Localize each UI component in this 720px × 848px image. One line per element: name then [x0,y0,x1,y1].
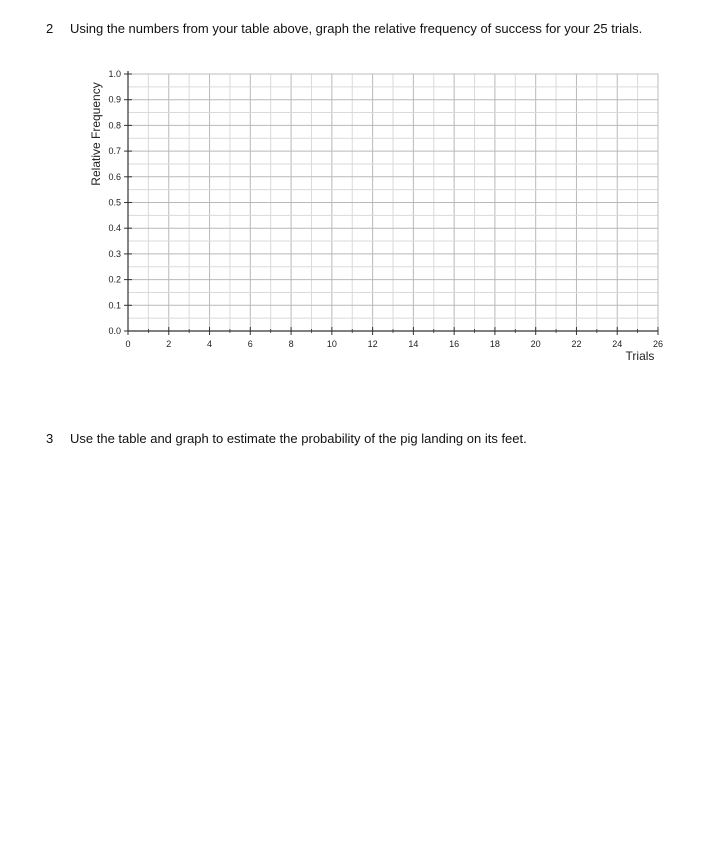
y-axis-title: Relative Frequency [89,82,103,186]
y-tick-label: 0.6 [108,171,121,182]
question-2-text: Using the numbers from your table above, graph the relative frequency of success for your 25 trials. [70,21,643,36]
y-tick-label: 0.7 [108,146,121,157]
question-2-number: 2 [46,21,54,36]
x-tick-label: 18 [489,339,500,349]
x-tick-label: 10 [326,339,337,349]
x-tick-labels [125,339,663,349]
x-tick-label: 24 [612,339,623,349]
question-3-text: Use the table and graph to estimate the probability of the pig landing on its feet. [70,431,527,446]
y-tick-label: 0.3 [108,248,121,259]
question-3 [46,431,527,446]
x-tick-label: 6 [247,339,253,349]
relative-frequency-chart [0,0,720,400]
x-axis-title: Trials [625,349,655,363]
x-tick-label: 26 [652,339,664,349]
y-tick-label: 0.4 [108,223,121,234]
x-tick-label: 20 [530,339,541,349]
chart-grid [128,74,658,331]
x-tick-label: 14 [408,339,419,349]
y-tick-label: 0.0 [108,326,121,336]
y-tick-label: 1.0 [108,69,121,79]
x-tick-label: 16 [449,339,460,349]
x-tick-label: 12 [367,339,378,349]
question-3-number: 3 [46,431,54,446]
y-tick-label: 0.8 [108,120,121,131]
y-tick-label: 0.1 [108,300,121,311]
x-tick-label: 22 [571,339,582,349]
x-tick-label: 2 [166,339,172,349]
y-tick-label: 0.2 [108,274,121,285]
y-tick-labels [108,69,121,336]
x-tick-label: 4 [207,339,213,349]
y-tick-label: 0.9 [108,94,121,105]
x-tick-label: 0 [125,339,131,349]
x-tick-label: 8 [288,339,294,349]
y-tick-label: 0.5 [108,197,121,208]
